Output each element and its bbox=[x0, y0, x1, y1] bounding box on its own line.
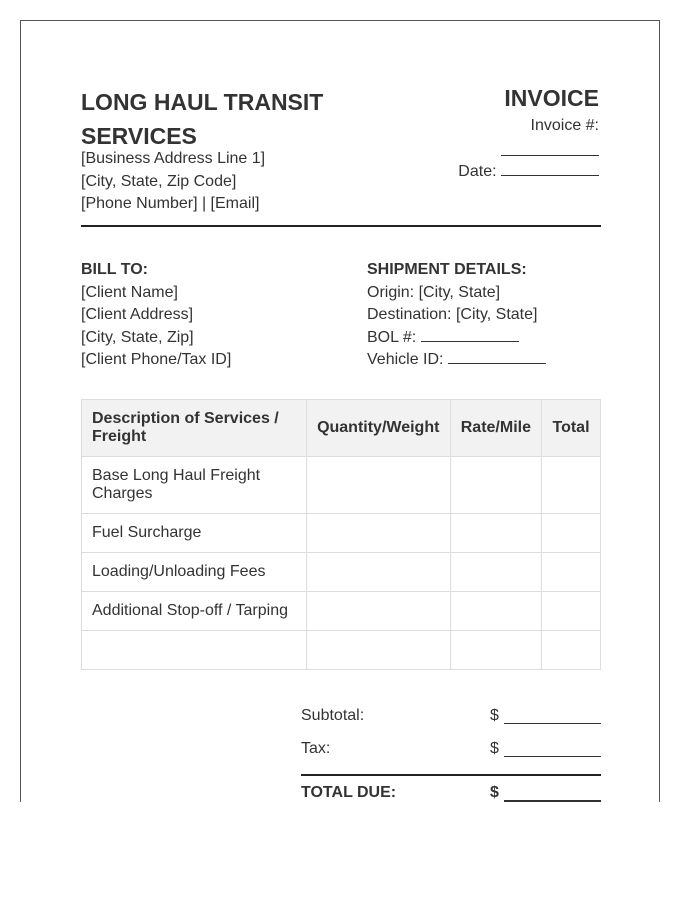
client-name: [Client Name] bbox=[81, 283, 178, 301]
cell-rate[interactable] bbox=[450, 592, 541, 631]
invoice-title: INVOICE bbox=[504, 85, 599, 111]
cell-rate[interactable] bbox=[450, 631, 541, 670]
cell-rate[interactable] bbox=[450, 514, 541, 553]
table-header-row bbox=[82, 400, 601, 457]
company-address-line: [Phone Number] | [Email] bbox=[81, 195, 260, 212]
company-address-line: [Business Address Line 1] bbox=[81, 150, 266, 167]
bill-to-section bbox=[81, 259, 231, 372]
company-name: LONG HAUL TRANSIT SERVICES bbox=[81, 89, 324, 149]
cell-quantity[interactable] bbox=[306, 631, 450, 670]
bol-blank[interactable] bbox=[421, 327, 519, 342]
shipment-origin: Origin: [City, State] bbox=[367, 283, 501, 301]
tax-label: Tax: bbox=[301, 740, 331, 757]
totals-divider bbox=[301, 774, 601, 776]
column-header-total: Total bbox=[542, 400, 601, 457]
vehicle-blank[interactable] bbox=[448, 349, 546, 364]
client-phone-tax-id: [Client Phone/Tax ID] bbox=[81, 351, 232, 368]
shipment-destination: Destination: [City, State] bbox=[367, 306, 538, 323]
column-header-description: Description of Services / Freight bbox=[82, 400, 307, 457]
shipment-details-section bbox=[367, 259, 546, 372]
line-items-table bbox=[81, 399, 601, 670]
table-row bbox=[82, 631, 601, 670]
cell-description[interactable] bbox=[82, 631, 307, 670]
bol-label: BOL #: bbox=[367, 328, 417, 346]
company-address-line: [City, State, Zip Code] bbox=[81, 172, 237, 190]
cell-description[interactable]: Additional Stop-off / Tarping bbox=[82, 592, 307, 631]
cell-rate[interactable] bbox=[450, 553, 541, 592]
header-divider bbox=[81, 225, 601, 227]
cell-total[interactable] bbox=[542, 457, 601, 514]
client-address: [Client Address] bbox=[81, 306, 194, 323]
cell-quantity[interactable] bbox=[306, 457, 450, 514]
cell-total[interactable] bbox=[542, 553, 601, 592]
date-row bbox=[458, 161, 599, 181]
bol-row bbox=[367, 327, 546, 350]
cell-quantity[interactable] bbox=[306, 592, 450, 631]
bill-to-heading: BILL TO: bbox=[81, 261, 148, 278]
subtotal-label: Subtotal: bbox=[301, 707, 365, 724]
cell-description[interactable]: Base Long Haul Freight Charges bbox=[82, 457, 307, 514]
table-row bbox=[82, 457, 601, 514]
date-label: Date: bbox=[458, 163, 497, 180]
vehicle-row bbox=[367, 349, 546, 372]
cell-quantity[interactable] bbox=[306, 514, 450, 553]
shipment-heading: SHIPMENT DETAILS: bbox=[367, 261, 527, 278]
cell-total[interactable] bbox=[542, 592, 601, 631]
column-header-quantity: Quantity/Weight bbox=[306, 400, 450, 457]
total-due-blank[interactable] bbox=[504, 786, 601, 802]
cell-total[interactable] bbox=[542, 631, 601, 670]
cell-description[interactable]: Loading/Unloading Fees bbox=[82, 553, 307, 592]
date-blank[interactable] bbox=[501, 161, 599, 176]
cell-total[interactable] bbox=[542, 514, 601, 553]
table-row bbox=[82, 553, 601, 592]
vehicle-label: Vehicle ID: bbox=[367, 351, 444, 368]
client-city-state-zip: [City, State, Zip] bbox=[81, 328, 194, 346]
invoice-number-label: Invoice #: bbox=[530, 117, 599, 134]
table-row bbox=[82, 592, 601, 631]
invoice-page bbox=[20, 20, 660, 802]
tax-currency: $ bbox=[490, 740, 499, 757]
tax-blank[interactable] bbox=[504, 742, 601, 757]
subtotal-blank[interactable] bbox=[504, 709, 601, 724]
cell-rate[interactable] bbox=[450, 457, 541, 514]
total-due-currency: $ bbox=[490, 784, 499, 801]
table-row bbox=[82, 514, 601, 553]
cell-quantity[interactable] bbox=[306, 553, 450, 592]
cell-description[interactable]: Fuel Surcharge bbox=[82, 514, 307, 553]
subtotal-currency: $ bbox=[490, 707, 499, 724]
total-due-label: TOTAL DUE: bbox=[301, 784, 397, 801]
column-header-rate: Rate/Mile bbox=[450, 400, 541, 457]
invoice-number-blank[interactable] bbox=[501, 141, 599, 156]
company-address bbox=[81, 148, 265, 216]
